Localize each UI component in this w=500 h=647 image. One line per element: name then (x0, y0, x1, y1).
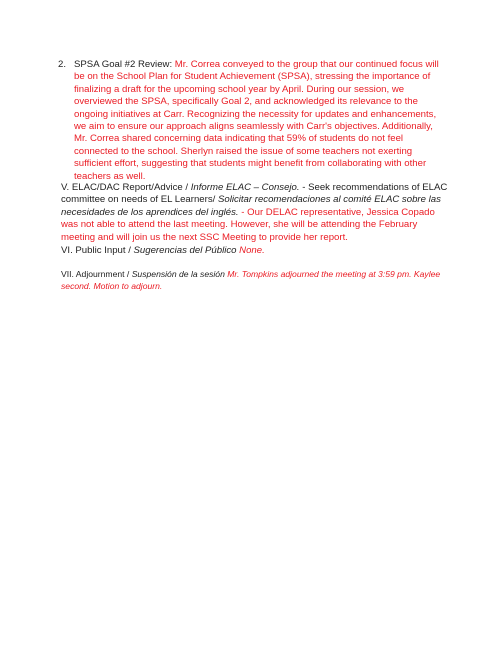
section-vii-notes: Mr. Tompkins adjourned the meeting at 3:59 pm. Kaylee second. Motion to adjourn. (61, 269, 441, 291)
section-v-notes: - Our DELAC representative, Jessica Copado was not able to attend the last meeting. However, she will be attending the February meeting and will join us the next SSC Meeting to provide her report. (61, 206, 435, 243)
public-input-section (61, 245, 453, 257)
elac-dac-report-section (61, 182, 453, 244)
spsa-goal-2-item (58, 59, 446, 183)
section-vii-label-spanish: Suspensión de la sesión (131, 269, 225, 279)
section-vi-label-spanish: Sugerencias del Público (133, 245, 237, 256)
section-v-description: - Seek recommendations of ELAC committee on needs of EL Learners/ (61, 182, 448, 206)
list-number: 2. (58, 59, 67, 70)
goal-2-notes: Mr. Correa conveyed to the group that our continued focus will be on the School Plan for Student Achievement (SPSA), stressing the importance of finalizing a draft for the upcoming school year by April. During our session, we overviewed the SPSA, specifically Goal 2, and acknowledged its relevance to the ongoing initiatives at Carr. Recognizing the necessity for updates and enhancements, we aim to ensure our approach aligns seamlessly with Carr's objectives. Additionally, Mr. Correa shared concerning data indicating that 59% of students do not feel connected to the school. Sherlyn raised the issue of some teachers not exerting sufficient effort, suggesting that students might benefit from collaborating with other teachers as well. (74, 59, 439, 182)
section-v-label: V. ELAC/DAC Report/Advice / (61, 182, 189, 193)
adjournment-section (61, 268, 453, 292)
section-v-description-spanish: Solicitar recomendaciones al comité ELAC sobre las necesidades de los aprendices del inglés. (61, 194, 441, 218)
section-vi-label: VI. Public Input / (61, 245, 131, 256)
goal-2-label: SPSA Goal #2 Review: (74, 59, 173, 70)
section-v-label-spanish: Informe ELAC – Consejo. (190, 182, 300, 193)
section-vi-notes: None. (239, 245, 265, 256)
section-vii-label: VII. Adjournment / (61, 269, 130, 279)
